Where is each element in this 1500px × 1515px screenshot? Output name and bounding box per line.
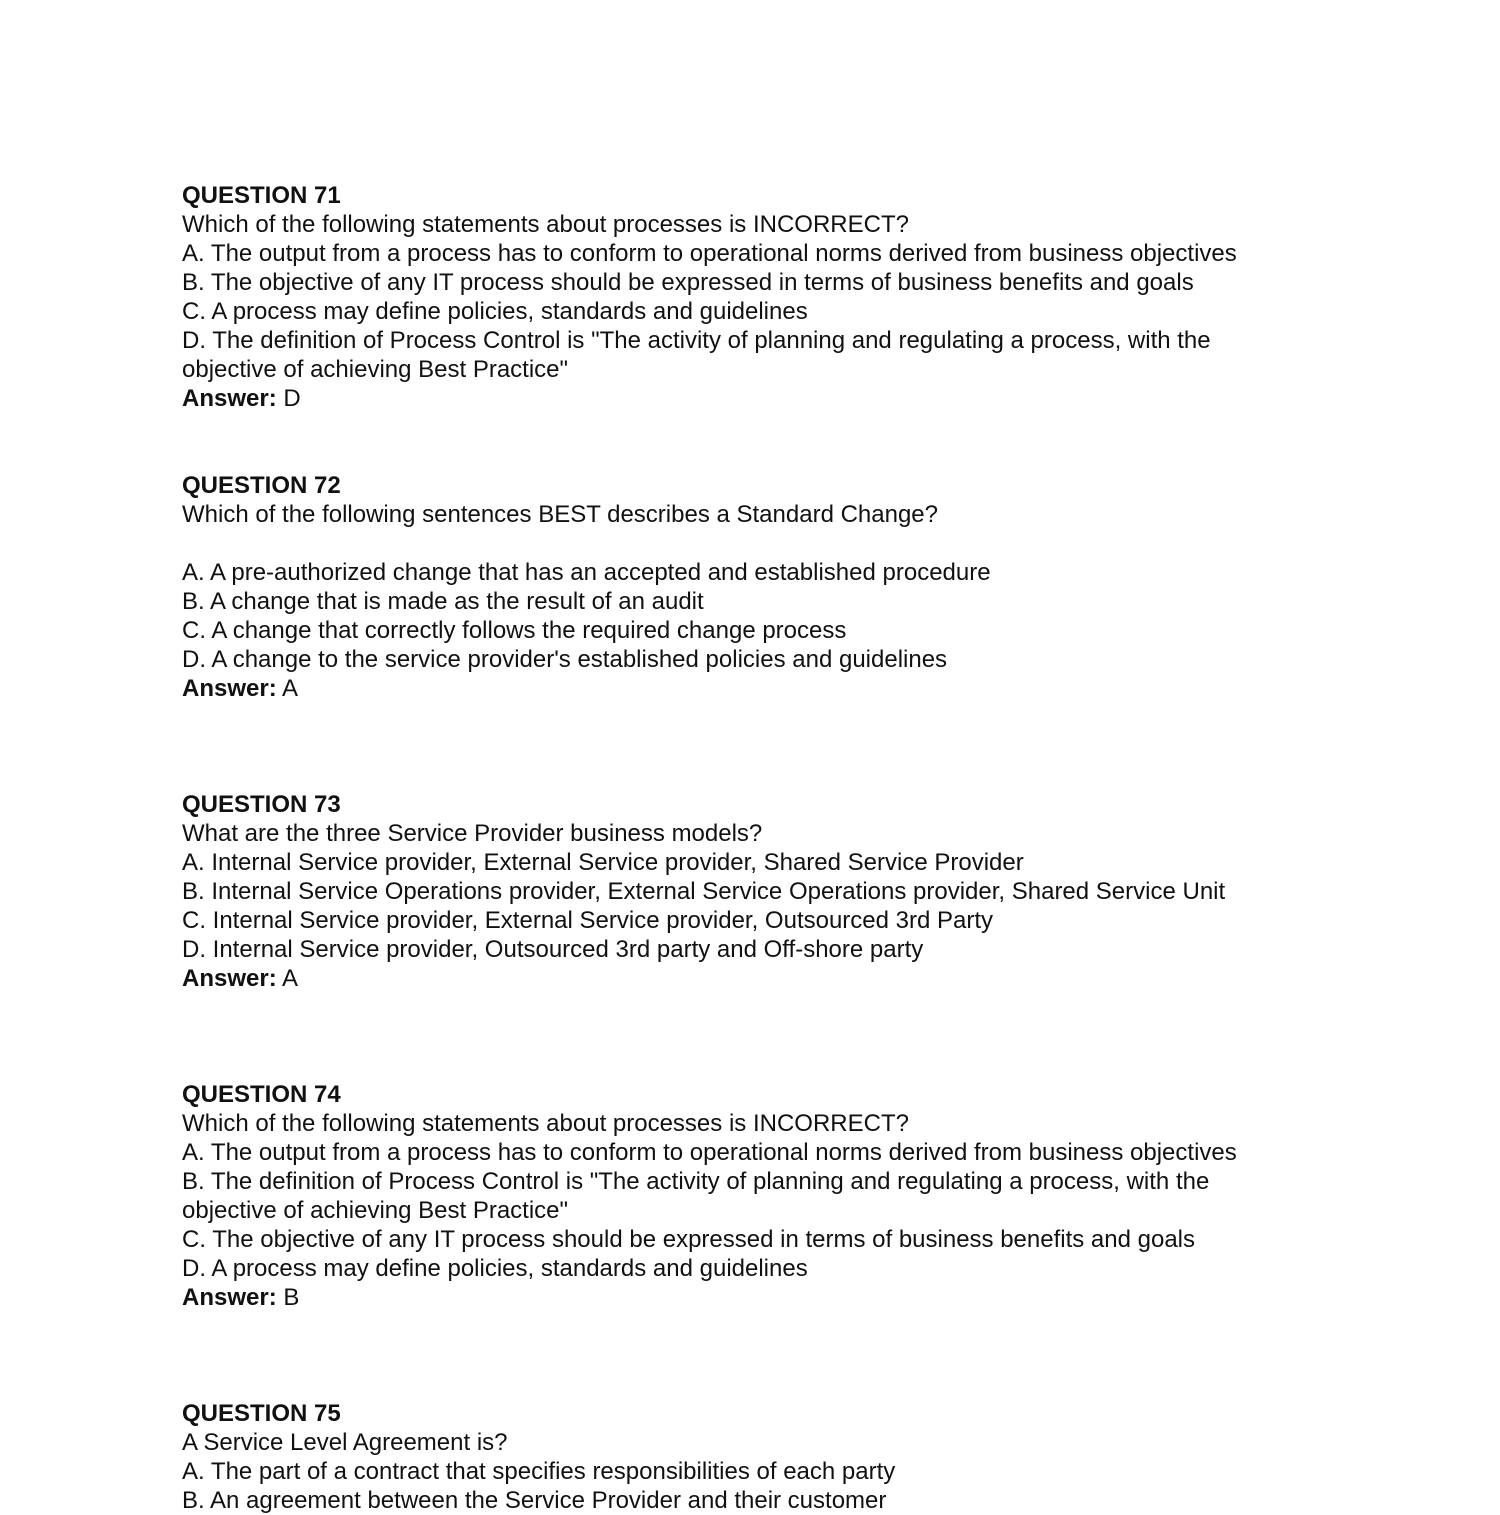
- option: D. A change to the service provider's established policies and guidelines: [182, 646, 948, 673]
- answer: [182, 1283, 1382, 1312]
- answer-value: D: [283, 385, 301, 412]
- option: C. A process may define policies, standards and guidelines: [182, 298, 808, 325]
- question-75: [182, 1399, 1382, 1515]
- question-text: Which of the following sentences BEST describes a Standard Change?: [182, 501, 938, 528]
- option: B. The objective of any IT process should be expressed in terms of business benefits and goals: [182, 269, 1194, 296]
- option: B. Internal Service Operations provider, External Service Operations provider, Shared Service Unit: [182, 878, 1226, 905]
- option: B. A change that is made as the result of an audit: [182, 588, 704, 615]
- option: A. Internal Service provider, External Service provider, Shared Service Provider: [182, 849, 1024, 876]
- question-title: QUESTION 73: [182, 791, 341, 818]
- question-title: QUESTION 72: [182, 472, 341, 499]
- option: B. The definition of Process Control is "The activity of planning and regulating a process, with the: [182, 1168, 1210, 1195]
- question-text: A Service Level Agreement is?: [182, 1429, 508, 1456]
- answer: [182, 674, 1382, 703]
- question-73: [182, 790, 1382, 993]
- answer-label: Answer:: [182, 675, 277, 702]
- question-text: Which of the following statements about processes is INCORRECT?: [182, 1110, 909, 1137]
- question-text: Which of the following statements about processes is INCORRECT?: [182, 211, 909, 238]
- answer: [182, 384, 1382, 413]
- answer-value: A: [282, 675, 299, 702]
- option: A. A pre-authorized change that has an accepted and established procedure: [182, 559, 991, 586]
- option: D. Internal Service provider, Outsourced 3rd party and Off-shore party: [182, 936, 924, 963]
- option: D. A process may define policies, standards and guidelines: [182, 1255, 808, 1282]
- answer-label: Answer:: [182, 1284, 277, 1311]
- question-title: QUESTION 75: [182, 1400, 341, 1427]
- option: C. A change that correctly follows the required change process: [182, 617, 847, 644]
- question-title: QUESTION 71: [182, 182, 341, 209]
- question-74: [182, 1080, 1382, 1312]
- question-title: QUESTION 74: [182, 1081, 341, 1108]
- option: D. The definition of Process Control is "The activity of planning and regulating a process, with the: [182, 327, 1211, 354]
- answer-value: B: [283, 1284, 300, 1311]
- option: A. The output from a process has to conform to operational norms derived from business objectives: [182, 1139, 1237, 1166]
- option: B. An agreement between the Service Provider and their customer: [182, 1487, 887, 1514]
- answer-label: Answer:: [182, 385, 277, 412]
- question-72: [182, 471, 1382, 703]
- answer-value: A: [282, 965, 299, 992]
- option: C. The objective of any IT process should be expressed in terms of business benefits and goals: [182, 1226, 1196, 1253]
- answer: [182, 964, 1382, 993]
- option: A. The part of a contract that specifies responsibilities of each party: [182, 1458, 896, 1485]
- option: objective of achieving Best Practice": [182, 356, 569, 383]
- option: objective of achieving Best Practice": [182, 1197, 569, 1224]
- question-71: [182, 181, 1382, 413]
- answer-label: Answer:: [182, 965, 277, 992]
- question-text: What are the three Service Provider business models?: [182, 820, 763, 847]
- option: A. The output from a process has to conform to operational norms derived from business objectives: [182, 240, 1237, 267]
- option: C. Internal Service provider, External Service provider, Outsourced 3rd Party: [182, 907, 994, 934]
